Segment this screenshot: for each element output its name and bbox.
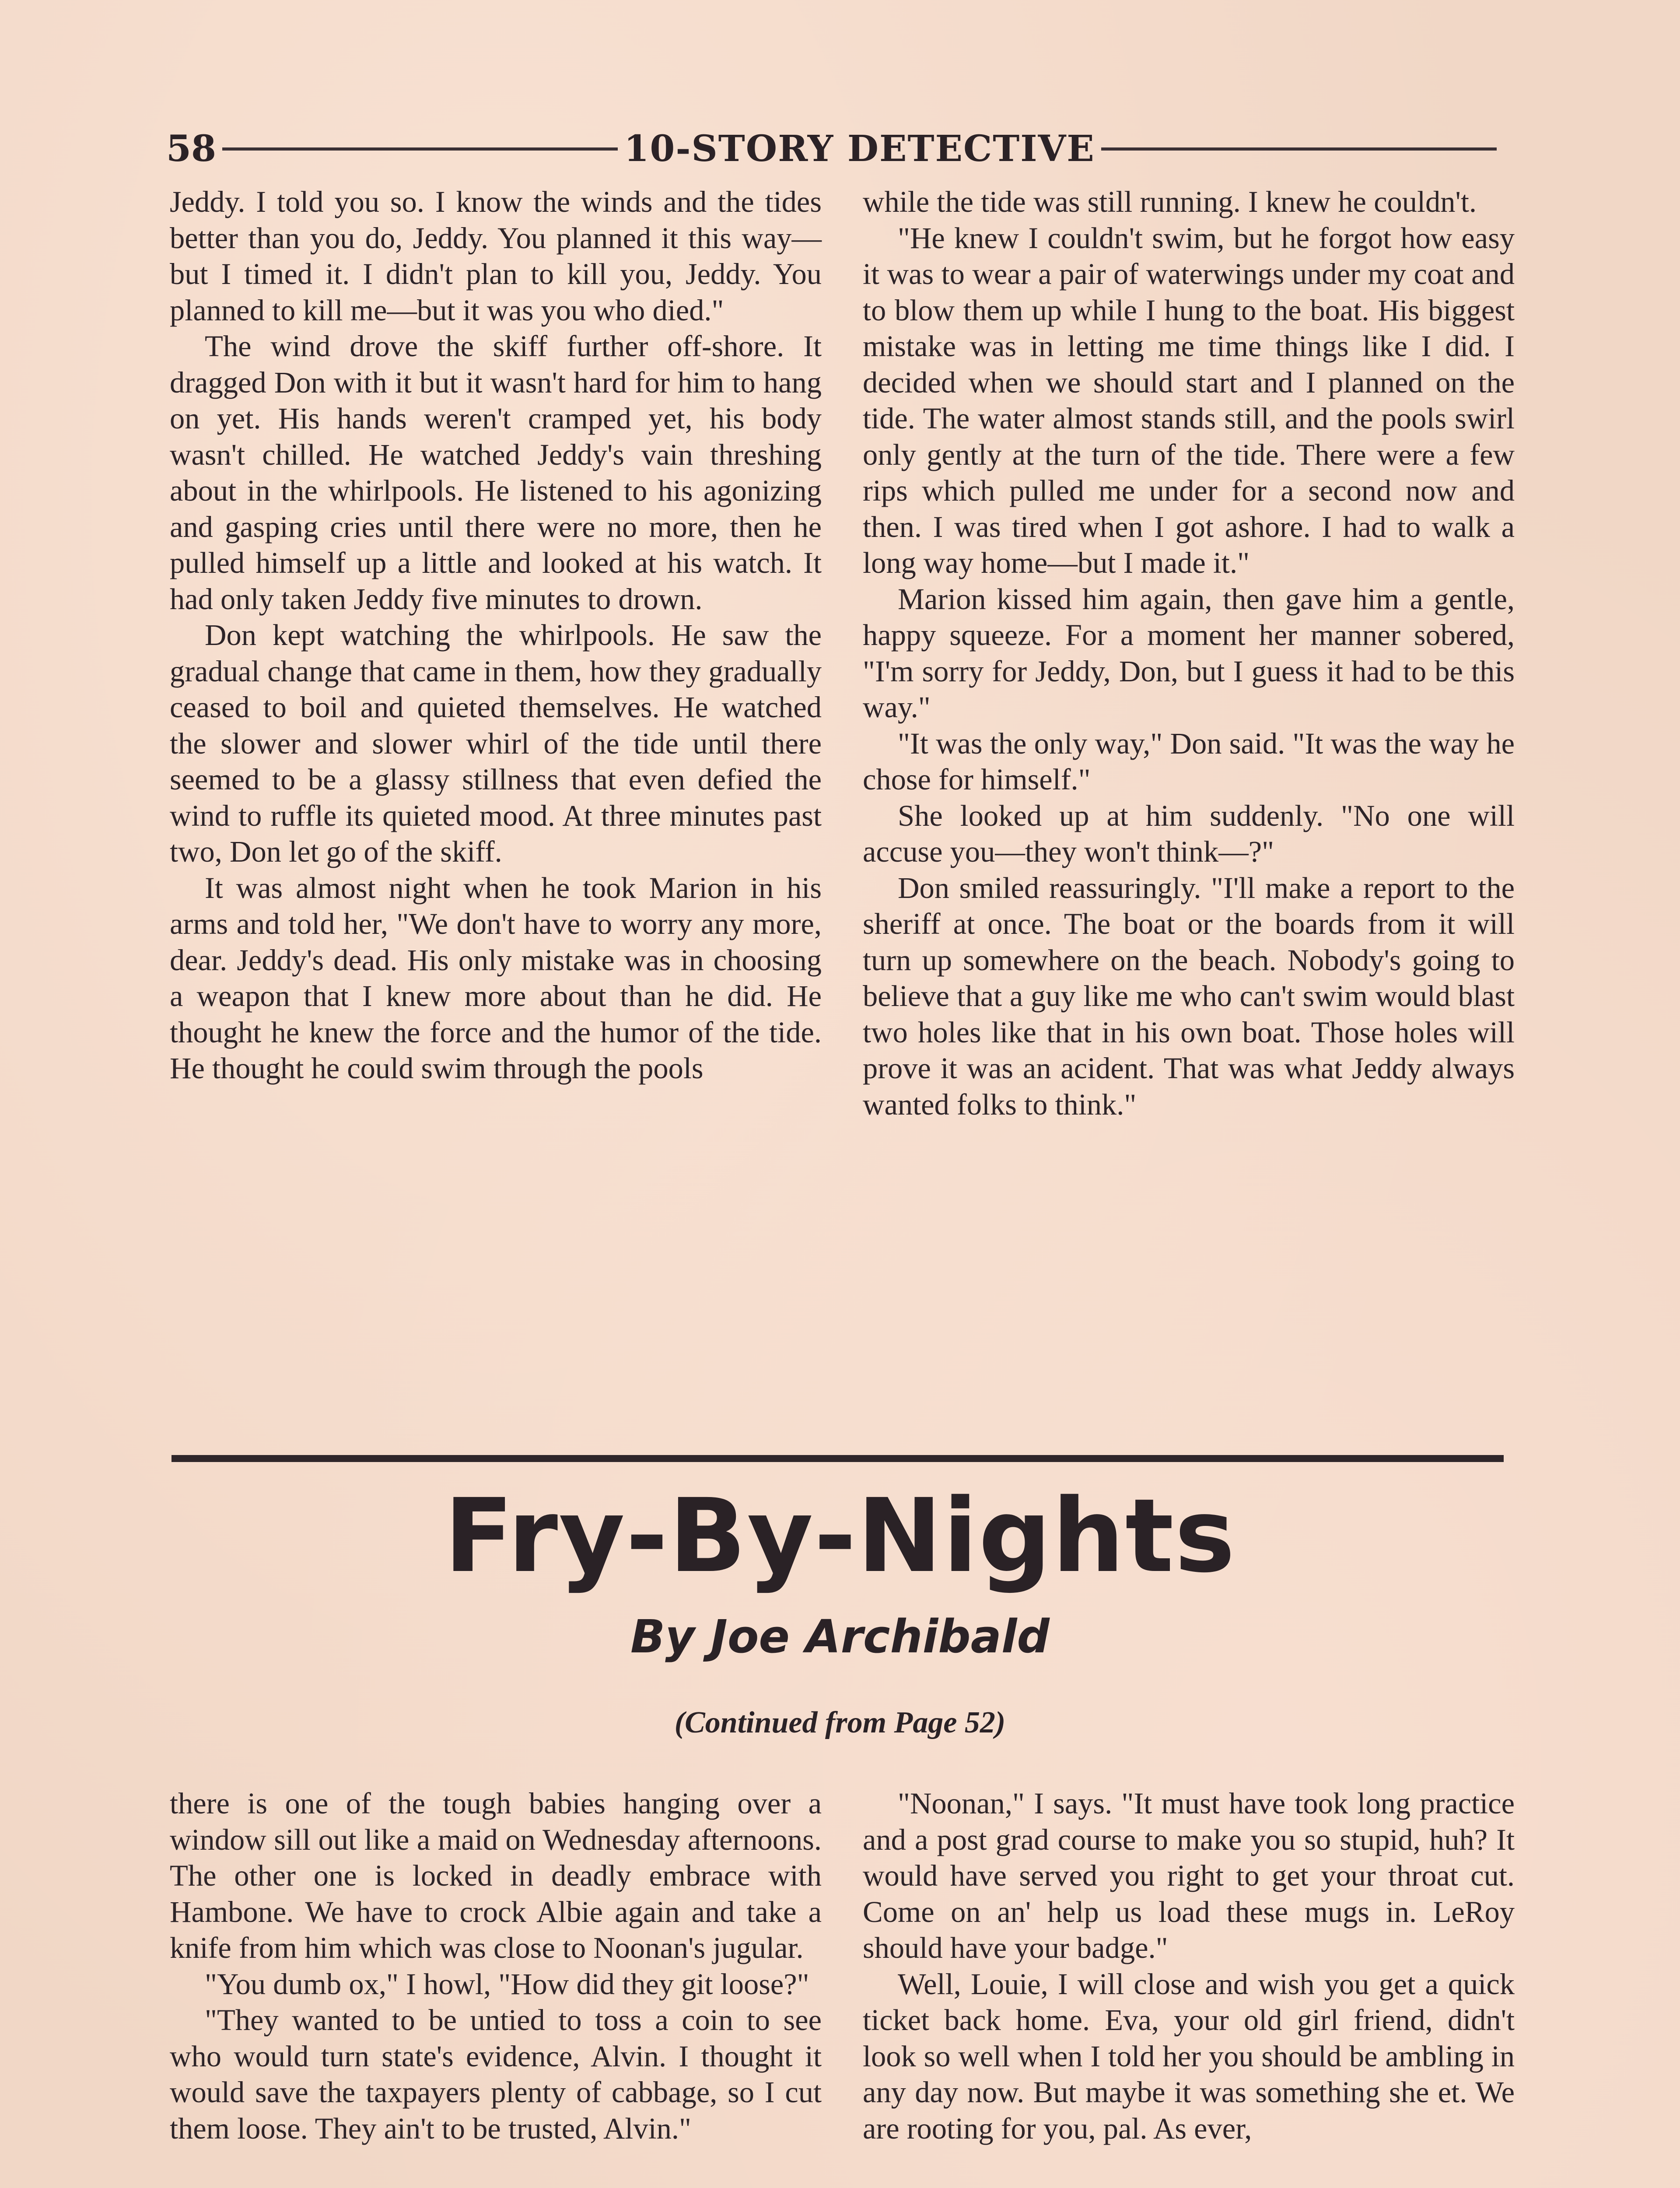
page-number: 58 [166, 128, 217, 170]
top-story-column-right [863, 184, 1515, 1122]
byline: By Joe Archibald [630, 1610, 1050, 1663]
paragraph: there is one of the tough babies hanging over a window sill out like a maid on Wednesday afternoons. The other one is locked in deadly embrace with Hambone. We have to crock Albie again and take a knife from him which was close to Noonan's jugular. [170, 1787, 822, 1964]
top-story-column-left [170, 184, 822, 1087]
second-story-column-left [170, 1785, 822, 2146]
paragraph: "Noonan," I says. "It must have took long practice and a post grad course to make you so stupid, huh? It would have served you right to get your throat cut. Come on an' help us load these mugs in. LeRoy should have your badge." [863, 1787, 1515, 1964]
running-head [166, 125, 1503, 173]
paragraph: Don kept watching the whirlpools. He saw the gradual change that came in them, how they gradually ceased to boil and quieted themselves. He watched the slower and slower whirl of the tide until there seemed to be a glassy stillness that even defied the wind to ruffle its quieted mood. At three minutes past two, Don let go of the skiff. [170, 618, 822, 868]
paragraph: It was almost night when he took Marion in his arms and told her, "We don't have to worry any more, dear. Jeddy's dead. His only mistake was in choosing a weapon that I knew more about than he did. He thought he knew the force and the humor of the tide. He thought he could swim through the pools [170, 871, 822, 1085]
paragraph: "They wanted to be untied to toss a coin to see who would turn state's evidence, Alvin. I thought it would save the taxpayers plenty of cabbage, so I cut them loose. They ain't to be trusted, Alvin." [170, 2003, 822, 2145]
header-rule-right [1101, 147, 1497, 151]
paragraph: Don smiled reassuringly. "I'll make a report to the sheriff at once. The boat or the boards from it will turn up somewhere on the beach. Nobody's going to believe that a guy like me who can't swim would blast two holes like that in his own boat. Those holes will prove it was an acident. That was what Jeddy always wanted folks to think." [863, 871, 1515, 1121]
story-title: Fry-By-Nights [444, 1477, 1236, 1595]
header-rule-left [222, 147, 618, 151]
paragraph: The wind drove the skiff further off-shore. It dragged Don with it but it wasn't hard for him to hang on yet. His hands weren't cramped yet, his body wasn't chilled. He watched Jeddy's vain threshing about in the whirlpools. He listened to his agonizing and gasping cries until there were no more, then he pulled himself up a little and looked at his watch. It had only taken Jeddy five minutes to drown. [170, 330, 822, 616]
section-divider [172, 1455, 1504, 1462]
paragraph: She looked up at him suddenly. "No one will accuse you—they won't think—?" [863, 799, 1515, 868]
paragraph: "You dumb ox," I howl, "How did they git loose?" [205, 1967, 809, 2001]
magazine-title: 10-STORY DETECTIVE [624, 128, 1095, 170]
paragraph: Marion kissed him again, then gave him a gentle, happy squeeze. For a moment her manner sobered, "I'm sorry for Jeddy, Don, but I guess it had to be this way." [863, 582, 1515, 724]
paragraph: "He knew I couldn't swim, but he forgot how easy it was to wear a pair of waterwings under my coat and to blow them up while I hung to the boat. His biggest mistake was in letting me time things like I did. I decided when we should start and I planned on the tide. The water almost stands still, and the pools swirl only gently at the turn of the tide. There were a few rips which pulled me under for a second now and then. I was tired when I got ashore. I had to walk a long way home—but I made it." [863, 221, 1515, 579]
paragraph: while the tide was still running. I knew he couldn't. [863, 185, 1477, 218]
second-story-column-right [863, 1785, 1515, 2146]
paragraph: Jeddy. I told you so. I know the winds and the tides better than you do, Jeddy. You planned it this way—but I timed it. I didn't plan to kill you, Jeddy. You planned to kill me—but it was you who died." [170, 185, 822, 327]
paragraph: "It was the only way," Don said. "It was the way he chose for himself." [863, 726, 1515, 796]
paragraph: Well, Louie, I will close and wish you get a quick ticket back home. Eva, your old girl friend, didn't look so well when I told her you should be ambling in any day now. But maybe it was something she et. We are rooting for you, pal. As ever, [863, 1967, 1515, 2145]
continued-note: (Continued from Page 52) [674, 1706, 1006, 1739]
